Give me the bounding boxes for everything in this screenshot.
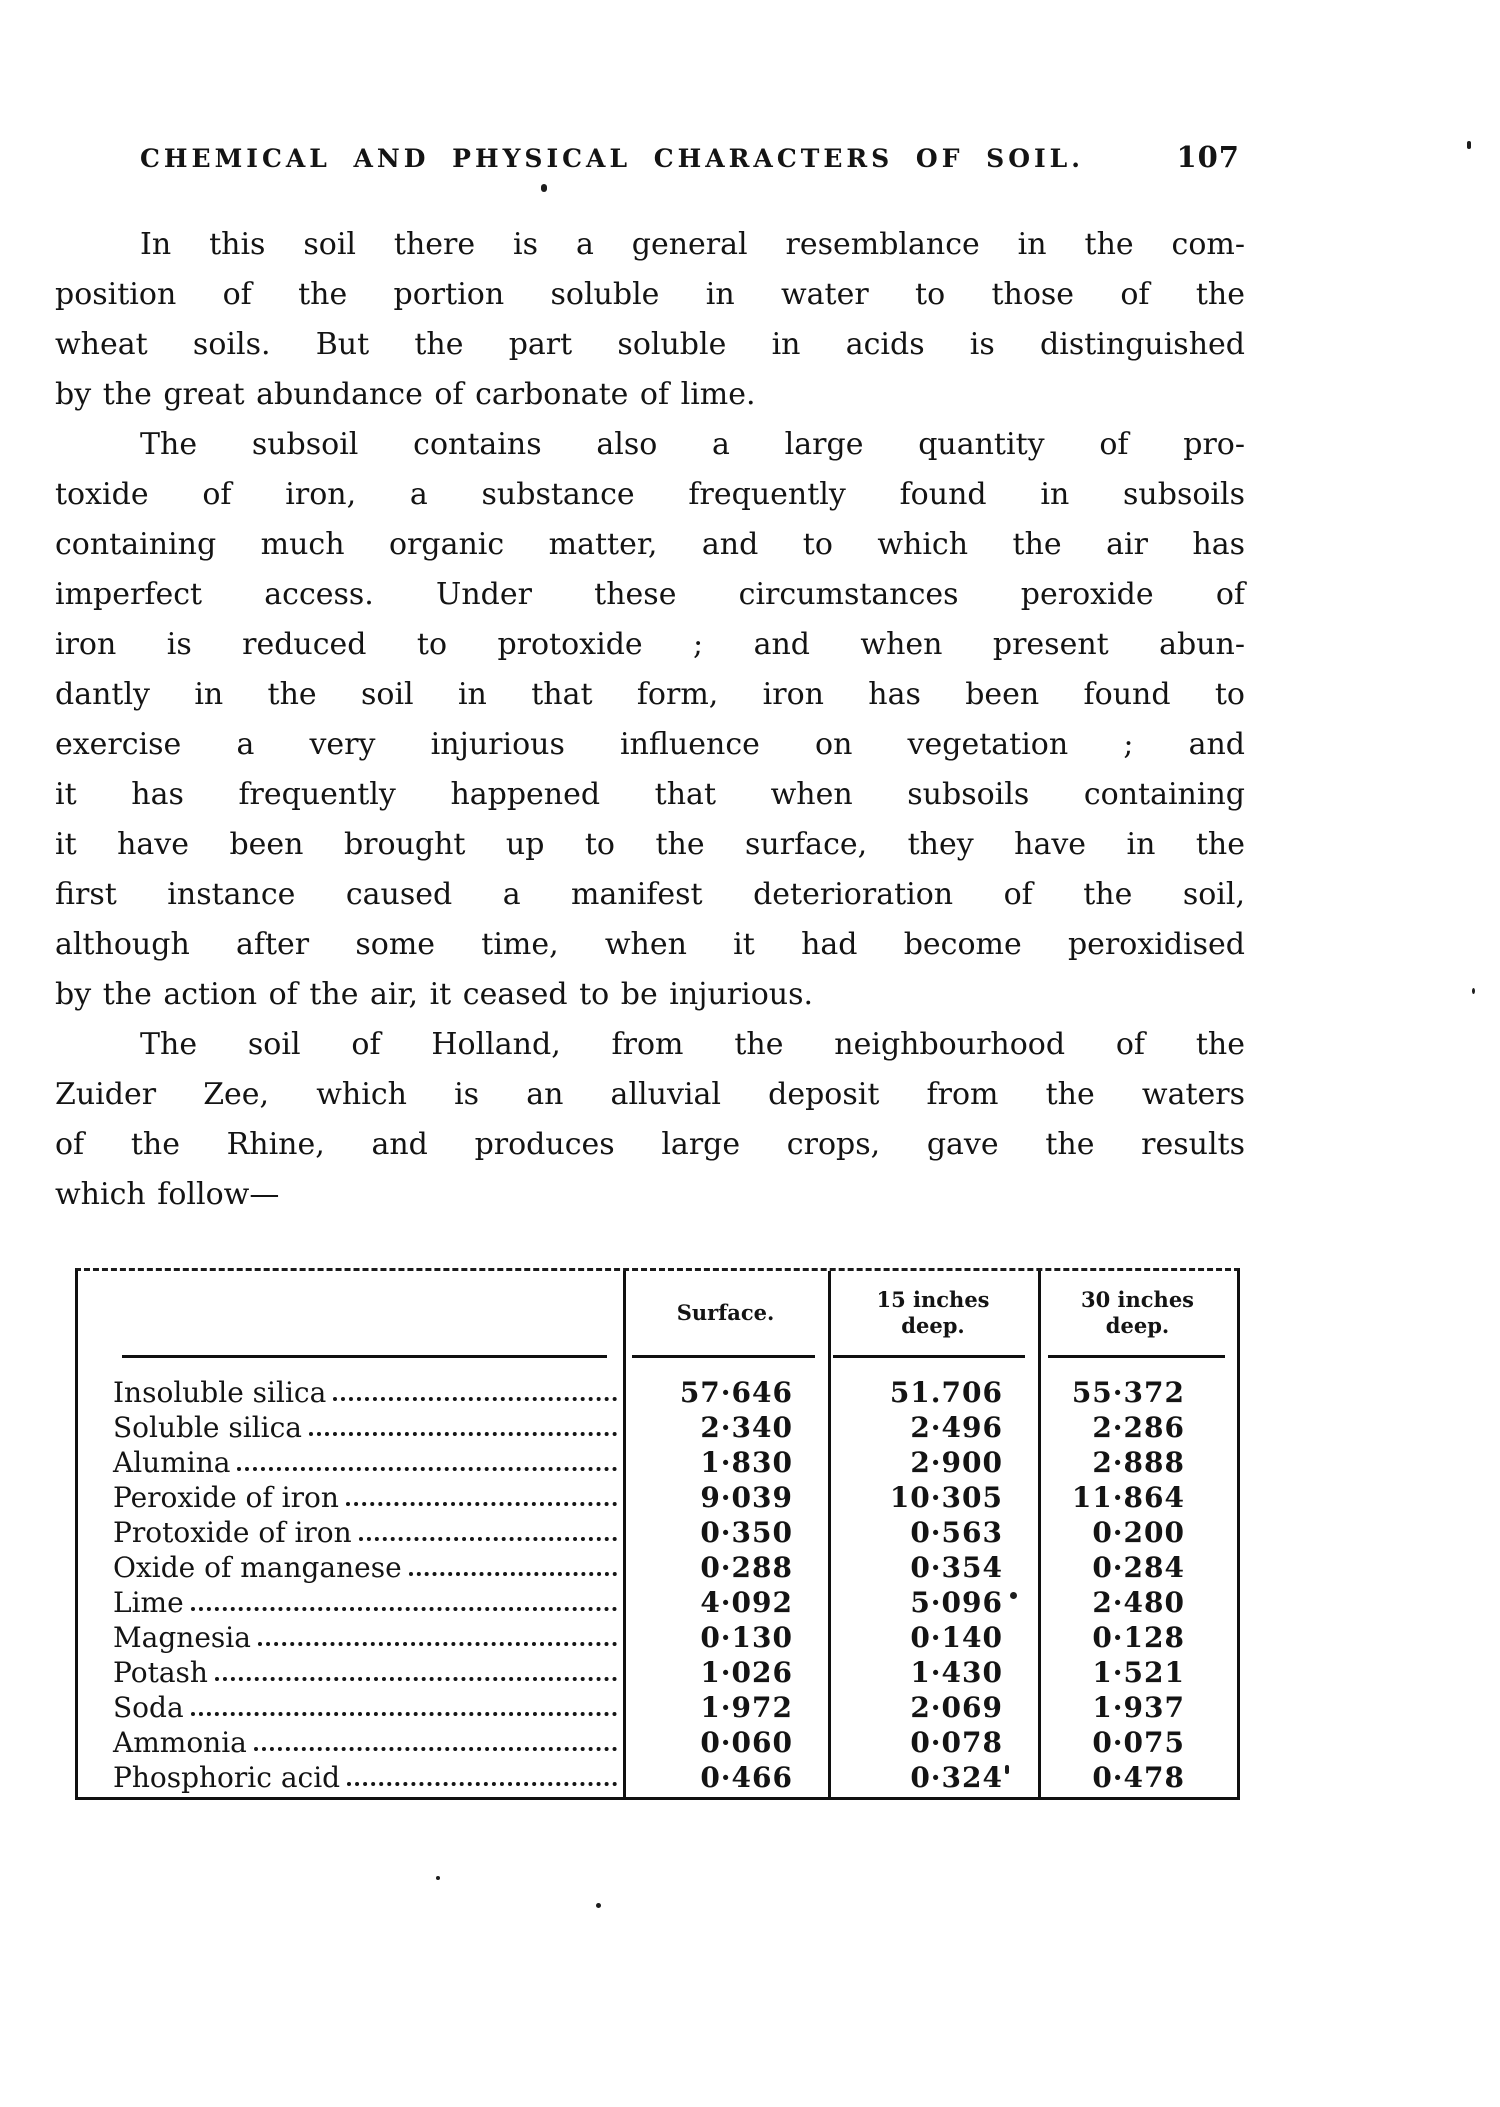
text-line: first instance caused a manifest deterioration of the soil, xyxy=(55,877,1245,912)
row-label-text: Phosphoric acid xyxy=(113,1761,341,1794)
scan-artifact xyxy=(1472,988,1475,994)
row-label-text: Ammonia xyxy=(113,1726,247,1759)
scan-artifact xyxy=(596,1903,601,1908)
text-line: dantly in the soil in that form, iron has been found to xyxy=(55,677,1245,712)
table-row xyxy=(78,1445,1237,1480)
surface-value: 1·972 xyxy=(700,1691,793,1724)
row-label-text: Protoxide of iron xyxy=(113,1516,352,1549)
text-line: it has frequently happened that when subsoils containing xyxy=(55,777,1245,812)
row-label xyxy=(78,1620,623,1655)
table-rule-horizontal xyxy=(122,1355,607,1358)
row-label xyxy=(78,1515,623,1550)
text-line: The subsoil contains also a large quantity of pro- xyxy=(140,427,1245,462)
text-line: iron is reduced to protoxide ; and when present abun- xyxy=(55,627,1245,662)
leader-dots xyxy=(347,1782,617,1786)
text-line: by the great abundance of carbonate of lime. xyxy=(55,377,756,412)
surface-value: 0·060 xyxy=(700,1726,793,1759)
scan-artifact xyxy=(1005,1765,1009,1774)
leader-dots xyxy=(346,1502,617,1506)
text-line: containing much organic matter, and to which the air has xyxy=(55,527,1245,562)
table-row xyxy=(78,1515,1237,1550)
page-number: 107 xyxy=(1176,140,1240,174)
deep-30-value: 2·286 xyxy=(1092,1411,1185,1444)
text-line: which follow— xyxy=(55,1177,280,1212)
row-label-text: Magnesia xyxy=(113,1621,251,1654)
column-header-label: deep. xyxy=(901,1313,965,1338)
row-label xyxy=(78,1655,623,1690)
deep-15-value: 0·354 xyxy=(910,1551,1003,1584)
paragraph-2 xyxy=(55,420,1245,1020)
row-label xyxy=(78,1410,623,1445)
deep-15-value: 0·140 xyxy=(910,1621,1003,1654)
column-header-label: 15 inches xyxy=(876,1286,990,1312)
page-title: CHEMICAL AND PHYSICAL CHARACTERS OF SOIL. xyxy=(140,144,1084,173)
column-header-15-inches xyxy=(828,1271,1038,1355)
row-label xyxy=(78,1760,623,1795)
row-label-text: Potash xyxy=(113,1656,208,1689)
surface-value: 1·026 xyxy=(700,1656,793,1689)
column-header-label: 30 inches xyxy=(1080,1286,1195,1312)
table-rule-horizontal xyxy=(1048,1355,1225,1358)
deep-15-value: 1·430 xyxy=(910,1656,1003,1689)
text-line: of the Rhine, and produces large crops, gave the results xyxy=(55,1127,1245,1162)
table-row xyxy=(78,1480,1237,1515)
row-label-text: Peroxide of iron xyxy=(113,1481,339,1514)
row-label-text: Lime xyxy=(113,1586,184,1619)
deep-30-value: 1·937 xyxy=(1092,1691,1185,1724)
deep-30-value: 0·478 xyxy=(1092,1761,1185,1794)
leader-dots xyxy=(191,1607,617,1611)
scan-artifact xyxy=(436,1876,440,1880)
table-row xyxy=(78,1550,1237,1585)
deep-30-value: 11·864 xyxy=(1071,1481,1185,1514)
deep-15-value: 2·900 xyxy=(910,1446,1003,1479)
leader-dots xyxy=(333,1397,617,1401)
deep-15-value: 0·324 xyxy=(910,1761,1003,1794)
row-label xyxy=(78,1725,623,1760)
deep-30-value: 2·480 xyxy=(1092,1586,1185,1619)
surface-value: 9·039 xyxy=(700,1481,793,1514)
text-line: imperfect access. Under these circumstances peroxide of xyxy=(55,577,1245,612)
table-row xyxy=(78,1725,1237,1760)
text-line: exercise a very injurious influence on vegetation ; and xyxy=(55,727,1245,762)
scan-artifact xyxy=(1010,1592,1017,1599)
text-line: although after some time, when it had become peroxidised xyxy=(55,927,1245,962)
scan-artifact xyxy=(541,184,547,192)
row-label-text: Soda xyxy=(113,1691,184,1724)
table-row xyxy=(78,1375,1237,1410)
table-row xyxy=(78,1760,1237,1795)
deep-30-value: 0·128 xyxy=(1092,1621,1185,1654)
surface-value: 1·830 xyxy=(700,1446,793,1479)
deep-30-value: 55·372 xyxy=(1071,1376,1185,1409)
scan-artifact xyxy=(1467,141,1471,149)
leader-dots xyxy=(254,1747,617,1751)
paragraph-1 xyxy=(55,220,1245,420)
table-rule-horizontal xyxy=(632,1355,815,1358)
leader-dots xyxy=(258,1642,617,1646)
deep-30-value: 0·284 xyxy=(1092,1551,1185,1584)
table-row xyxy=(78,1410,1237,1445)
deep-15-value: 2·069 xyxy=(910,1691,1003,1724)
row-label xyxy=(78,1375,623,1410)
row-label-text: Insoluble silica xyxy=(113,1376,327,1409)
surface-value: 0·288 xyxy=(700,1551,793,1584)
surface-value: 0·130 xyxy=(700,1621,793,1654)
table-row xyxy=(78,1585,1237,1620)
text-line: it have been brought up to the surface, they have in the xyxy=(55,827,1245,862)
surface-value: 0·350 xyxy=(700,1516,793,1549)
composition-table xyxy=(75,1268,1240,1800)
table-row xyxy=(78,1690,1237,1725)
leader-dots xyxy=(359,1537,617,1541)
text-line: position of the portion soluble in water to those of the xyxy=(55,277,1245,312)
row-label xyxy=(78,1445,623,1480)
surface-value: 0·466 xyxy=(700,1761,793,1794)
row-label xyxy=(78,1550,623,1585)
leader-dots xyxy=(191,1712,617,1716)
deep-30-value: 2·888 xyxy=(1092,1446,1185,1479)
text-line: Zuider Zee, which is an alluvial deposit from the waters xyxy=(55,1077,1245,1112)
table-rule-horizontal xyxy=(833,1355,1025,1358)
deep-30-value: 0·200 xyxy=(1092,1516,1185,1549)
deep-15-value: 0·078 xyxy=(910,1726,1003,1759)
row-label xyxy=(78,1585,623,1620)
table-header-row xyxy=(78,1271,1237,1355)
row-label-text: Oxide of manganese xyxy=(113,1551,402,1584)
column-header-empty xyxy=(78,1271,623,1355)
paragraph-3 xyxy=(55,1020,1245,1220)
deep-30-value: 0·075 xyxy=(1092,1726,1185,1759)
column-header-surface xyxy=(623,1271,828,1355)
deep-15-value: 10·305 xyxy=(889,1481,1003,1514)
row-label-text: Soluble silica xyxy=(113,1411,302,1444)
text-line: The soil of Holland, from the neighbourhood of the xyxy=(140,1027,1245,1062)
table-row xyxy=(78,1620,1237,1655)
text-line: by the action of the air, it ceased to be injurious. xyxy=(55,977,814,1012)
deep-15-value: 2·496 xyxy=(910,1411,1003,1444)
surface-value: 2·340 xyxy=(700,1411,793,1444)
leader-dots xyxy=(237,1467,617,1471)
row-label-text: Alumina xyxy=(113,1446,231,1479)
text-line: wheat soils. But the part soluble in acids is distinguished xyxy=(55,327,1245,362)
leader-dots xyxy=(409,1572,617,1576)
text-line: In this soil there is a general resemblance in the com- xyxy=(140,227,1245,262)
column-header-label: deep. xyxy=(1105,1313,1170,1338)
deep-30-value: 1·521 xyxy=(1092,1656,1185,1689)
deep-15-value: 0·563 xyxy=(910,1516,1003,1549)
row-label xyxy=(78,1690,623,1725)
leader-dots xyxy=(309,1432,617,1436)
column-header-label: Surface. xyxy=(676,1299,775,1325)
leader-dots xyxy=(215,1677,617,1681)
running-head xyxy=(140,140,1240,174)
surface-value: 4·092 xyxy=(700,1586,793,1619)
text-line: toxide of iron, a substance frequently found in subsoils xyxy=(55,477,1245,512)
table-row xyxy=(78,1655,1237,1690)
deep-15-value: 5·096 xyxy=(910,1586,1003,1619)
deep-15-value: 51.706 xyxy=(889,1376,1003,1409)
column-header-30-inches xyxy=(1038,1271,1237,1355)
row-label xyxy=(78,1480,623,1515)
table-body xyxy=(78,1375,1237,1795)
surface-value: 57·646 xyxy=(679,1376,793,1409)
